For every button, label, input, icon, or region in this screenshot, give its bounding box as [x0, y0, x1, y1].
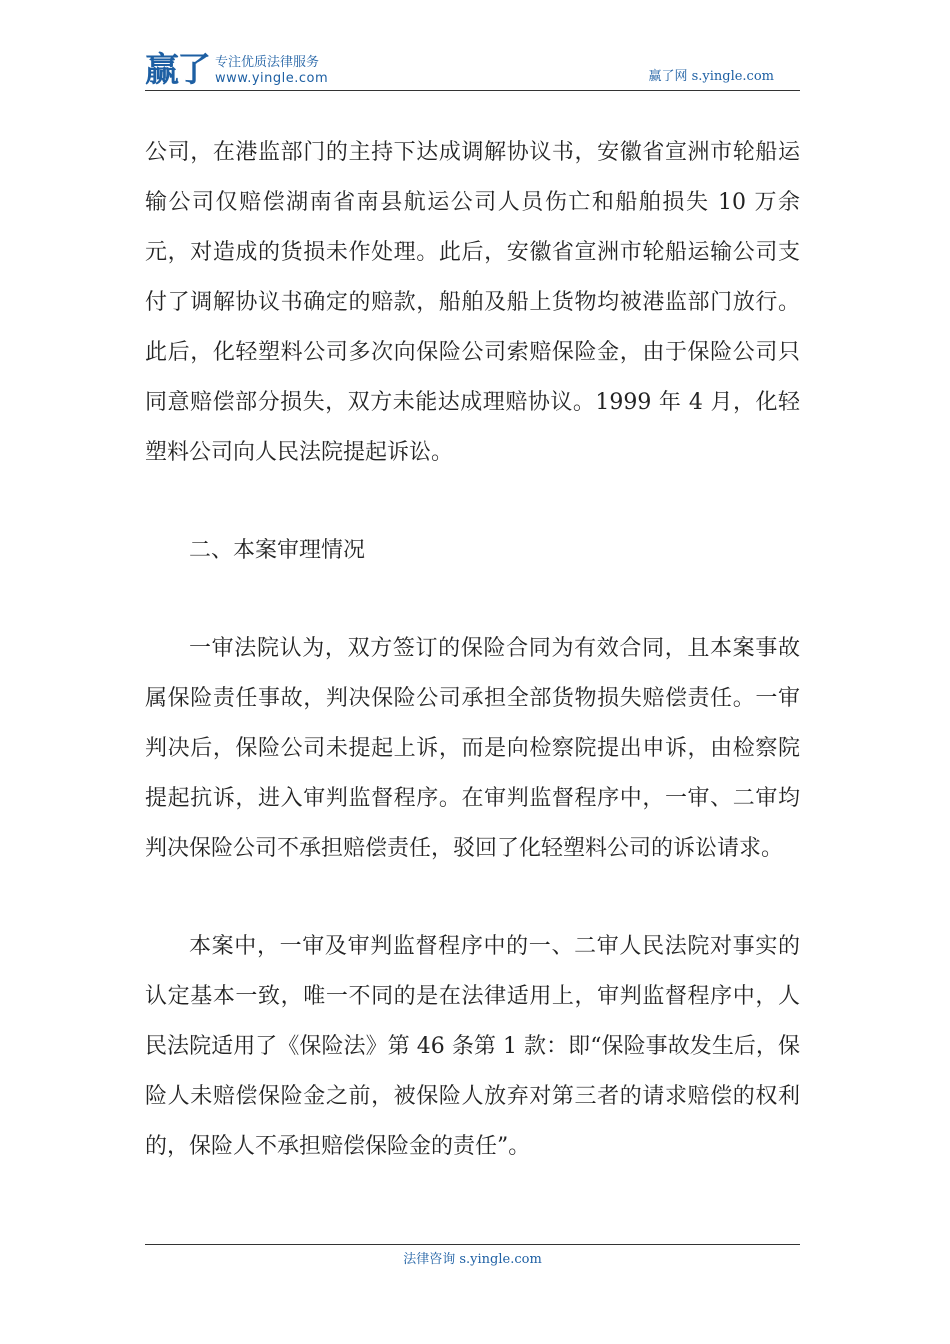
paragraph-gap — [145, 874, 800, 922]
paragraph-gap — [145, 478, 800, 526]
footer-consult-link[interactable]: 法律咨询 s.yingle.com — [403, 1252, 542, 1267]
paragraph-law-application: 本案中，一审及审判监督程序中的一、二审人民法院对事实的认定基本一致，唯一不同的是在法律适用上，审判监督程序中，人民法院适用了《保险法》第 46 条第 1 款：即“保险事故发生后，保险人未赔偿保险金之前，被保险人放弃对第三者的请求赔偿的权利的，保险人不承担赔偿保险金的责任”。 — [145, 934, 800, 1159]
paragraph-case-background: 公司，在港监部门的主持下达成调解协议书，安徽省宣洲市轮船运输公司仅赔偿湖南省南县航运公司人员伤亡和船舶损失 10 万余元，对造成的货损未作处理。此后，安徽省宣洲市轮船运输公司支付了调解协议书确定的赔款，船舶及船上货物均被港监部门放行。此后，化轻塑料公司多次向保险公司索赔保险金，由于保险公司只同意赔偿部分损失，双方未能达成理赔协议。1999 年 4 月，化轻塑料公司向人民法院提起诉讼。 — [145, 140, 800, 465]
paragraph-gap — [145, 576, 800, 624]
document-body — [145, 128, 800, 1172]
section-heading-trial: 二、本案审理情况 — [189, 538, 366, 563]
page-footer — [145, 1244, 800, 1269]
logo-url: www.yingle.com — [215, 70, 329, 86]
logo-slogan: 专注优质法律服务 — [215, 54, 320, 70]
logo-text — [215, 50, 328, 90]
logo-mark: 赢了 — [145, 50, 209, 90]
site-logo[interactable] — [145, 50, 328, 90]
page-header — [145, 46, 800, 91]
header-site-link[interactable]: 赢了网 s.yingle.com — [648, 69, 774, 84]
paragraph-first-instance: 一审法院认为，双方签订的保险合同为有效合同，且本案事故属保险责任事故，判决保险公司承担全部货物损失赔偿责任。一审判决后，保险公司未提起上诉，而是向检察院提出申诉，由检察院提起抗诉，进入审判监督程序。在审判监督程序中，一审、二审均判决保险公司不承担赔偿责任，驳回了化轻塑料公司的诉讼请求。 — [145, 636, 800, 861]
